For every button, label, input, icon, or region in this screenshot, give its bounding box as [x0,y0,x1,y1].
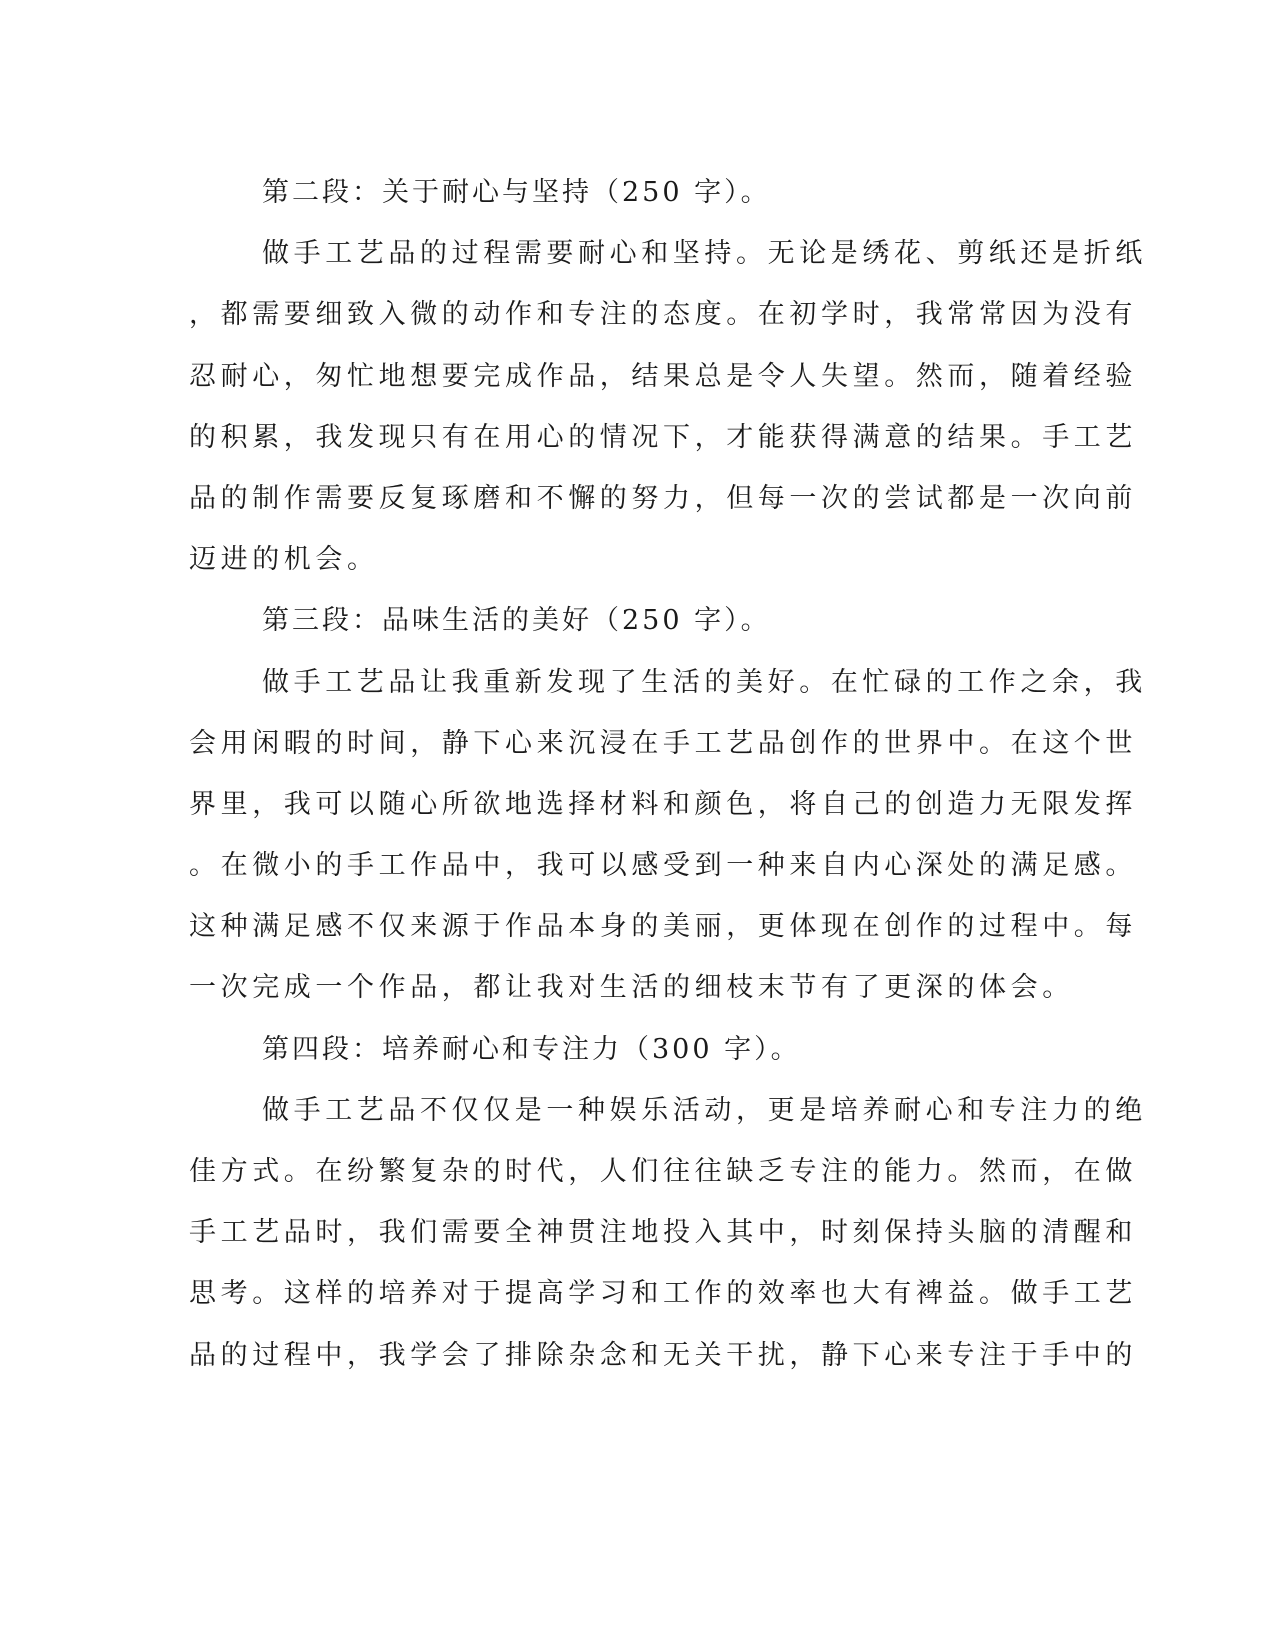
paragraph-line: ，都需要细致入微的动作和专注的态度。在初学时，我常常因为没有 [189,299,1137,331]
paragraph-line: 。在微小的手工作品中，我可以感受到一种来自内心深处的满足感。 [189,850,1137,882]
document-body [189,162,1147,1386]
paragraph-line: 品的过程中，我学会了排除杂念和无关干扰，静下心来专注于手中的 [189,1339,1137,1371]
paragraph-line: 一次完成一个作品，都让我对生活的细枝末节有了更深的体会。 [189,972,1074,1004]
paragraph-line: 界里，我可以随心所欲地选择材料和颜色，将自己的创造力无限发挥 [189,788,1137,820]
paragraph-line: 佳方式。在纷繁复杂的时代，人们往往缺乏专注的能力。然而，在做 [189,1156,1137,1187]
paragraph-line: 做手工艺品的过程需要耐心和坚持。无论是绣花、剪纸还是折纸 [262,238,1147,270]
paragraph-line: 做手工艺品让我重新发现了生活的美好。在忙碌的工作之余，我 [262,666,1147,698]
paragraph-line: 会用闲暇的时间，静下心来沉浸在手工艺品创作的世界中。在这个世 [189,727,1137,759]
paragraph-line: 的积累，我发现只有在用心的情况下，才能获得满意的结果。手工艺 [189,421,1137,453]
paragraph-line: 思考。这样的培养对于提高学习和工作的效率也大有裨益。做手工艺 [189,1278,1137,1310]
section-heading-2: 第二段：关于耐心与坚持（250 字）。 [262,177,771,208]
paragraph-line: 做手工艺品不仅仅是一种娱乐活动，更是培养耐心和专注力的绝 [262,1094,1147,1126]
paragraph-line: 品的制作需要反复琢磨和不懈的努力，但每一次的尝试都是一次向前 [189,482,1137,514]
paragraph-line: 忍耐心，匆忙地想要完成作品，结果总是令人失望。然而，随着经验 [189,360,1137,392]
paragraph-line: 手工艺品时，我们需要全神贯注地投入其中，时刻保持头脑的清醒和 [189,1217,1137,1249]
paragraph-line: 迈进的机会。 [189,544,379,576]
paragraph-line: 这种满足感不仅来源于作品本身的美丽，更体现在创作的过程中。每 [189,911,1137,943]
section-heading-4: 第四段：培养耐心和专注力（300 字）。 [262,1033,801,1065]
section-heading-3: 第三段：品味生活的美好（250 字）。 [262,605,771,637]
